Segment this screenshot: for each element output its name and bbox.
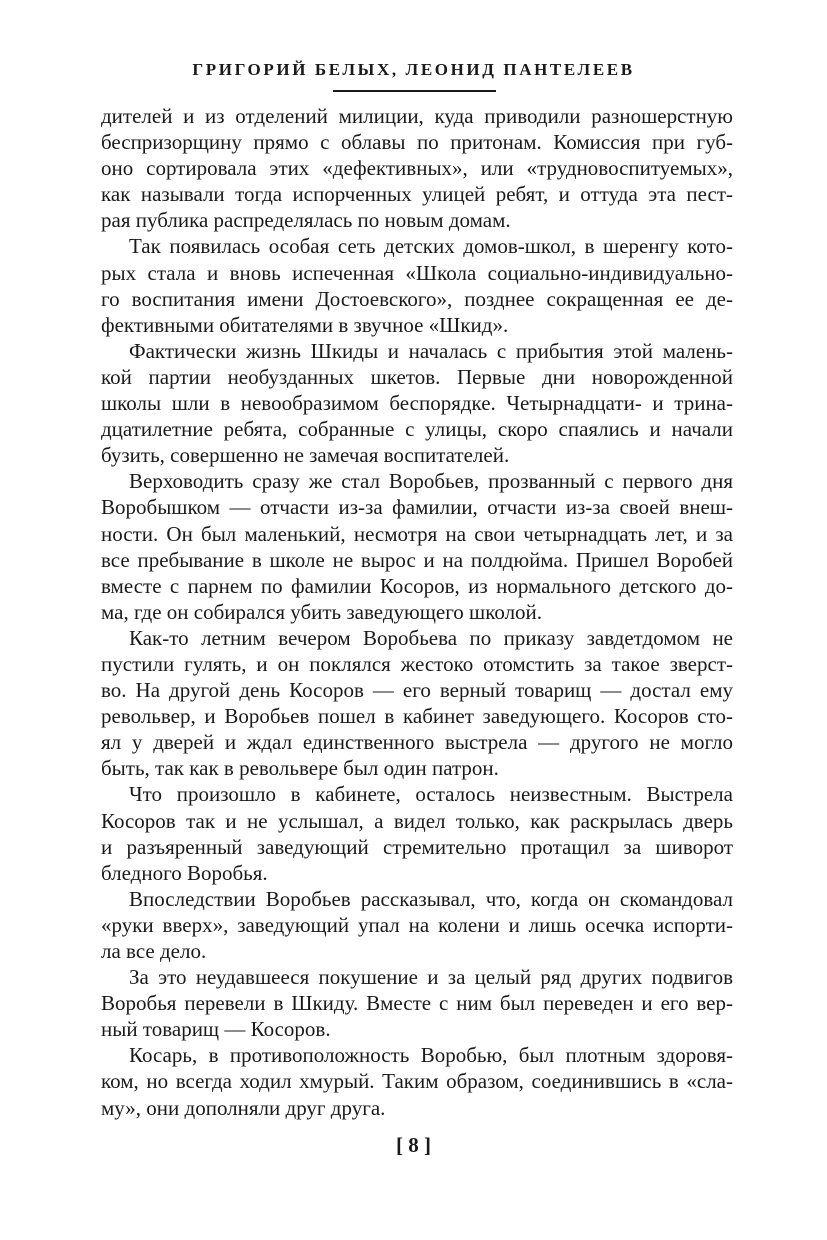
text-line: Так появилась особая сеть детских домов-школ, в шеренгу кото- (129, 234, 733, 259)
text-line: и разъяренный заведующий стремительно протащил за шиворот (101, 834, 733, 859)
text-line: ял у дверей и ждал единственного выстрела — другого не могло (101, 730, 733, 755)
text-line: ком, но всегда ходил хмурый. Таким образом, соединившись в «сла- (101, 1069, 733, 1094)
text-line: ма, где он собирался убить заведующего школой. (101, 599, 543, 624)
text-line: бузить, совершенно не замечая воспитателей. (101, 443, 510, 468)
text-line: му», они дополняли друг друга. (101, 1095, 386, 1120)
text-line: ности. Он был маленький, несмотря на свои четырнадцать лет, и за (101, 521, 733, 546)
text-line: Воробышком — отчасти из-за фамилии, отчасти из-за своей внеш- (101, 495, 733, 520)
text-line: быть, так как в револьвере был один патрон. (101, 756, 499, 781)
text-line: Верховодить сразу же стал Воробьев, прозванный с первого дня (129, 469, 733, 494)
text-line: дителей и из отделений милиции, куда приводили разношерстную (101, 104, 733, 128)
text-line: пустили гулять, и он поклялся жестоко отомстить за такое зверст- (101, 651, 733, 676)
text-line: как называли тогда испорченных улицей ребят, и оттуда эта пест- (101, 182, 733, 207)
running-head: ГРИГОРИЙ БЕЛЫХ, ЛЕОНИД ПАНТЕЛЕЕВ (192, 60, 635, 79)
text-line: оно сортировала этих «дефективных», или «трудновоспитуемых», (101, 156, 733, 181)
text-line: рая публика распределялась по новым домам. (101, 208, 511, 233)
text-line: рых стала и вновь испеченная «Школа социально-индивидуально- (101, 260, 733, 285)
head-rule (333, 90, 496, 92)
text-line: школы шли в невообразимом беспорядке. Четырнадцати- и трина- (101, 391, 733, 416)
text-line: Воробья перевели в Шкиду. Вместе с ним был переведен и его вер- (101, 991, 733, 1016)
page-number: [ 8 ] (396, 1133, 431, 1157)
text-line: Фактически жизнь Шкиды и началась с прибытия этой малень- (129, 338, 733, 363)
text-line: ла все дело. (101, 939, 207, 963)
text-line: Косоров так и не услышал, а видел только, как раскрылась дверь (101, 808, 733, 833)
text-line: кой партии необузданных шкетов. Первые дни новорожденной (101, 364, 733, 389)
text-line: Что произошло в кабинете, осталось неизвестным. Выстрела (129, 782, 733, 807)
text-line: беспризорщину прямо с облавы по притонам. Комиссия при губ- (101, 130, 733, 155)
text-line: Косарь, в противоположность Воробью, был плотным здоровя- (129, 1043, 733, 1068)
text-line: Как-то летним вечером Воробьева по приказу завдетдомом не (129, 625, 733, 650)
text-line: все пребывание в школе не вырос и на полдюйма. Пришел Воробей (101, 547, 733, 572)
text-line: го воспитания имени Достоевского», позднее сокращенная ее де- (101, 286, 733, 311)
text-line: вместе с парнем по фамилии Косоров, из нормального детского до- (101, 573, 733, 598)
text-line: револьвер, и Воробьев пошел в кабинет заведующего. Косоров сто- (101, 704, 733, 729)
text-line: фективными обитателями в звучное «Шкид». (101, 312, 509, 337)
text-line: дцатилетние ребята, собранные с улицы, скоро спаялись и начали (101, 417, 733, 442)
text-line: Впоследствии Воробьев рассказывал, что, когда он скомандовал (129, 886, 733, 911)
text-line: «руки вверх», заведующий упал на колени и лишь осечка испорти- (101, 912, 733, 937)
text-line: во. На другой день Косоров — его верный товарищ — достал ему (101, 678, 733, 703)
text-line: ный товарищ — Косоров. (101, 1017, 331, 1042)
text-line: За это неудавшееся покушение и за целый ряд других подвигов (129, 965, 733, 990)
body-text (101, 103, 733, 1121)
text-line: бледного Воробья. (101, 860, 268, 885)
